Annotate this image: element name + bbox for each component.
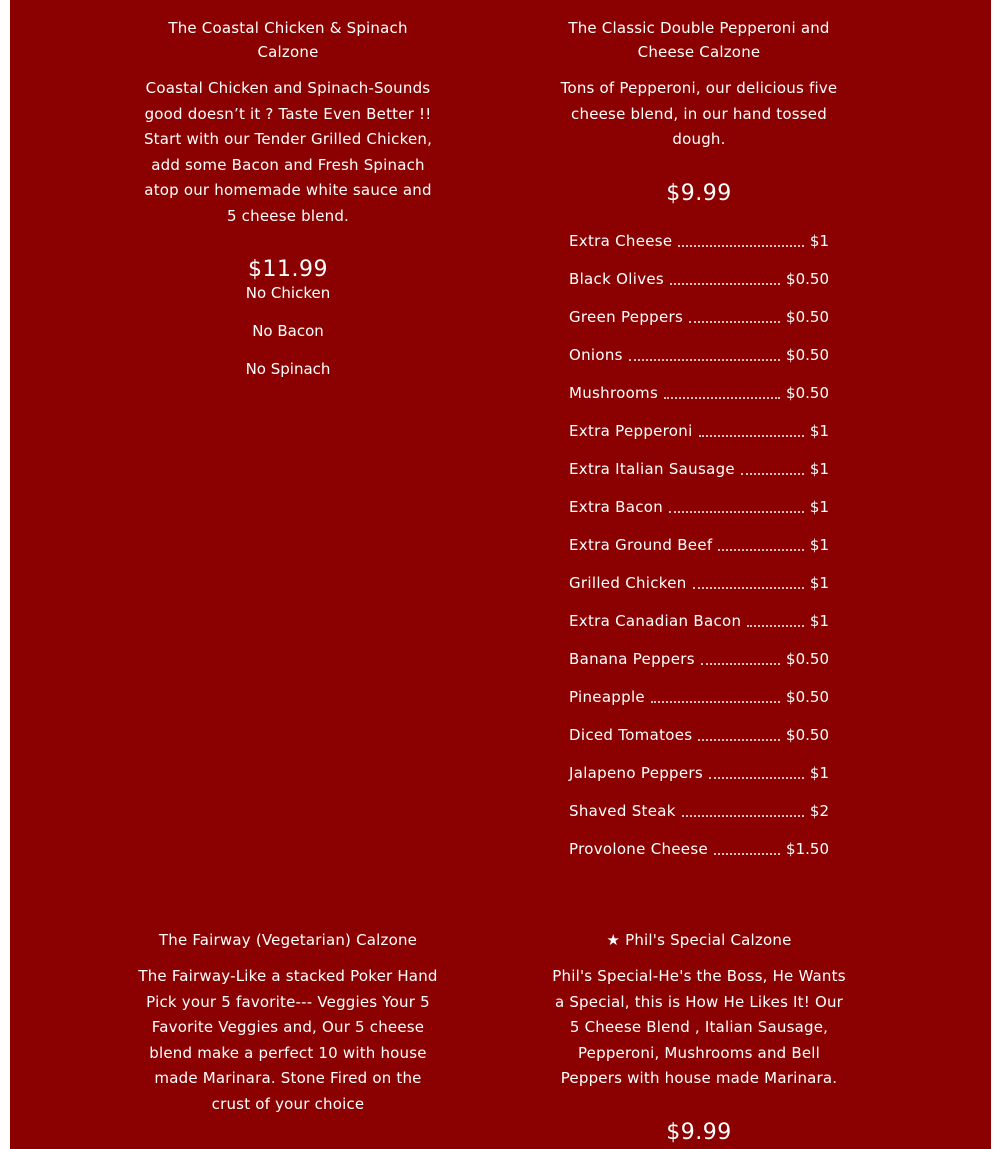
addon-price: $1 [809, 498, 829, 516]
addon-name: Extra Italian Sausage [569, 460, 735, 478]
addon-row[interactable] [569, 723, 829, 745]
leader-dots [682, 815, 804, 817]
addon-row[interactable] [569, 457, 829, 479]
addon-price: $0.50 [786, 650, 829, 668]
menu-item-phils-special-calzone[interactable] [549, 928, 849, 1148]
item-price: $11.99 [248, 256, 328, 282]
leader-dots [699, 435, 804, 437]
addon-row[interactable] [569, 837, 829, 859]
addon-row[interactable] [569, 609, 829, 631]
addon-row[interactable] [569, 495, 829, 517]
leader-dots [664, 397, 780, 399]
addon-price: $0.50 [786, 346, 829, 364]
addon-name: Green Peppers [569, 308, 684, 326]
addon-price: $0.50 [786, 726, 829, 744]
addon-row[interactable] [569, 571, 829, 593]
addon-name: Extra Pepperoni [569, 422, 693, 440]
leader-dots [651, 701, 780, 703]
addon-price: $1 [809, 460, 829, 478]
addon-row[interactable] [569, 381, 829, 403]
addon-price: $1 [809, 574, 829, 592]
leader-dots [714, 853, 780, 855]
addon-name: Diced Tomatoes [569, 726, 693, 744]
leader-dots [693, 587, 804, 589]
leader-dots [701, 663, 780, 665]
addon-row[interactable] [569, 229, 829, 251]
leader-dots [629, 359, 780, 361]
addon-row[interactable] [569, 761, 829, 783]
option-no-spinach[interactable]: No Spinach [245, 360, 331, 378]
leader-dots [670, 283, 780, 285]
addon-name: Grilled Chicken [569, 574, 687, 592]
addon-name: Extra Bacon [569, 498, 664, 516]
addon-row[interactable] [569, 343, 829, 365]
item-description: Coastal Chicken and Spinach-Sounds good doesn’t it ? Taste Even Better !! Start with our Tender Grilled Chicken, add some Bacon and Fresh Spinach atop our homemade white sauce and 5 cheese blend. [143, 79, 433, 225]
leader-dots [747, 625, 804, 627]
item-title: The Fairway (Vegetarian) Calzone [158, 931, 418, 949]
leader-dots [698, 739, 780, 741]
addon-price: $0.50 [786, 688, 829, 706]
menu-item-double-pepperoni-calzone[interactable] [549, 16, 849, 209]
addon-row[interactable] [569, 647, 829, 669]
addon-name: Extra Ground Beef [569, 536, 713, 554]
addon-row[interactable] [569, 267, 829, 289]
option-no-chicken[interactable]: No Chicken [245, 284, 331, 302]
leader-dots [689, 321, 780, 323]
addon-price: $0.50 [786, 270, 829, 288]
item-title: The Classic Double Pepperoni and Cheese Calzone [568, 19, 830, 61]
addon-price: $1 [809, 422, 829, 440]
item-description: Phil's Special-He's the Boss, He Wants a Special, this is How He Likes It! Our 5 Cheese Blend , Italian Sausage, Pepperoni, Mushrooms and Bell Peppers with house made Marinara. [552, 967, 846, 1088]
addon-name: Extra Cheese [569, 232, 673, 250]
item-price: $9.99 [666, 1119, 732, 1145]
addon-name: Jalapeno Peppers [569, 764, 703, 782]
addon-row[interactable] [569, 419, 829, 441]
item-description: Tons of Pepperoni, our delicious five cheese blend, in our hand tossed dough. [560, 79, 838, 149]
addon-name: Shaved Steak [569, 802, 676, 820]
addon-price: $2 [809, 802, 829, 820]
leader-dots [669, 511, 804, 513]
addon-name: Pineapple [569, 688, 645, 706]
leader-dots [741, 473, 804, 475]
item-description: The Fairway-Like a stacked Poker Hand Pick your 5 favorite--- Veggies Your 5 Favorite Veggies and, Our 5 cheese blend make a perfect 10 with house made Marinara. Stone Fired on the crust of your choice [138, 967, 438, 1113]
addon-name: Provolone Cheese [569, 840, 708, 858]
addon-price: $0.50 [786, 384, 829, 402]
menu-item-fairway-vegetarian-calzone[interactable] [138, 928, 438, 1118]
addon-row[interactable] [569, 533, 829, 555]
addon-name: Onions [569, 346, 623, 364]
addon-name: Black Olives [569, 270, 665, 288]
item-title: ★ Phil's Special Calzone [606, 931, 792, 949]
leader-dots [678, 245, 803, 247]
leader-dots [718, 549, 803, 551]
addon-row[interactable] [569, 685, 829, 707]
addon-price: $1.50 [786, 840, 829, 858]
item-title: The Coastal Chicken & Spinach Calzone [168, 19, 408, 61]
addon-row[interactable] [569, 305, 829, 327]
addon-price: $0.50 [786, 308, 829, 326]
addon-price: $1 [809, 232, 829, 250]
leader-dots [709, 777, 804, 779]
addon-name: Banana Peppers [569, 650, 695, 668]
addon-price: $1 [809, 764, 829, 782]
addon-name: Extra Canadian Bacon [569, 612, 742, 630]
menu-item-coastal-chicken-calzone[interactable] [138, 16, 438, 285]
addon-price: $1 [809, 536, 829, 554]
option-no-bacon[interactable]: No Bacon [252, 322, 324, 340]
addon-price: $1 [809, 612, 829, 630]
addon-row[interactable] [569, 799, 829, 821]
item-price: $9.99 [666, 180, 732, 206]
addon-name: Mushrooms [569, 384, 659, 402]
